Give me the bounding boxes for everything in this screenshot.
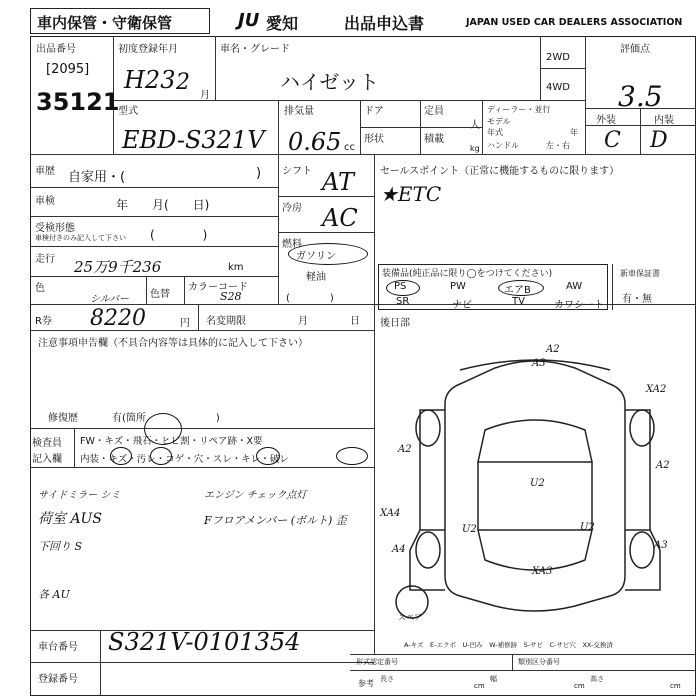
mark-xa2-right: XA2 bbox=[646, 384, 667, 395]
mark-a2-right: A2 bbox=[656, 460, 670, 471]
mark-circle-1 bbox=[144, 413, 182, 445]
wid-label: 幅 bbox=[490, 675, 497, 683]
class-label: 類別区分番号 bbox=[518, 658, 560, 666]
ac-value: AC bbox=[322, 204, 358, 232]
mark-a3-right: A3 bbox=[654, 540, 668, 551]
ref-label: 参考 bbox=[358, 679, 374, 688]
chassis-label: 車台番号 bbox=[38, 642, 78, 653]
color-change-label: 色替 bbox=[150, 289, 170, 300]
car-name: ハイゼット bbox=[280, 70, 379, 94]
remark-right-1: エンジン チェック点灯 bbox=[204, 490, 307, 501]
doc-type-box bbox=[30, 8, 210, 34]
equip-aw: AW bbox=[566, 281, 583, 292]
remark-1: サイドミラー シミ bbox=[38, 490, 121, 501]
disp-value: 0.65 bbox=[288, 128, 342, 156]
equip-ps: PS bbox=[394, 281, 407, 292]
inspector-row-1: FW・キズ・飛石・ヒビ割・リペア跡・X要 bbox=[80, 436, 263, 447]
ju-logo: JU bbox=[238, 10, 260, 31]
fuel-paren: ( ) bbox=[286, 293, 334, 304]
car-name-label: 車名・グレード bbox=[220, 44, 290, 55]
remark-right-2: Fフロアメンバー (ボルト) 歪 bbox=[204, 514, 347, 527]
receipt-note: 車検付きのみ記入して下さい bbox=[35, 234, 126, 242]
lot-number: 35121 bbox=[36, 88, 120, 116]
dealer-l1: ディーラー・並行 bbox=[487, 105, 551, 114]
ac-label: 冷房 bbox=[282, 203, 302, 214]
model-label: 型式 bbox=[118, 106, 138, 117]
receipt-paren: ( ) bbox=[150, 228, 208, 242]
org-english: JAPAN USED CAR DEALERS ASSOCIATION bbox=[466, 17, 683, 28]
disp-label: 排気量 bbox=[284, 106, 314, 117]
dealer-l2: モデル bbox=[487, 117, 511, 126]
load-unit: kg bbox=[470, 144, 480, 153]
cert-label: 形式認定番号 bbox=[356, 658, 398, 666]
inspector-label-1: 検査員 bbox=[32, 438, 62, 449]
equip-airbag: エアB bbox=[504, 285, 531, 296]
color-label: 色 bbox=[35, 283, 45, 294]
r-ken-label: R券 bbox=[35, 316, 52, 327]
equip-navi: ナビ bbox=[452, 300, 472, 311]
equip-ps-circle bbox=[386, 280, 420, 296]
doors-label: ドア bbox=[364, 106, 384, 117]
drive-4wd: 4WD bbox=[546, 82, 570, 93]
mark-circle-5 bbox=[336, 447, 368, 465]
name-change-day: 日 bbox=[350, 316, 360, 327]
sales-point-label: セールスポイント（正常に機能するものに限ります） bbox=[380, 166, 620, 177]
capacity-label: 定員 bbox=[424, 106, 444, 117]
ext-score: C bbox=[604, 128, 621, 153]
int-label: 内装 bbox=[654, 115, 674, 126]
equip-tv: TV bbox=[512, 296, 525, 307]
reg-month-unit: 月 bbox=[200, 90, 210, 101]
lot-sub: [2095] bbox=[46, 62, 90, 77]
score-label: 評価点 bbox=[620, 44, 650, 55]
registration-label: 登録番号 bbox=[38, 674, 78, 685]
r-ken-unit: 円 bbox=[180, 318, 190, 329]
int-score: D bbox=[650, 128, 668, 153]
equip-airbag-circle bbox=[498, 280, 544, 296]
mark-circle-3 bbox=[150, 447, 172, 465]
dealer-l3: 年式 bbox=[487, 128, 503, 137]
history-label: 車歴 bbox=[35, 166, 55, 177]
mark-u2-left: U2 bbox=[462, 524, 477, 535]
equip-sr: SR bbox=[396, 296, 410, 307]
equip-seat: カワシート bbox=[554, 300, 604, 311]
mark-circle-4 bbox=[256, 447, 280, 465]
mileage-value: 25万9千236 bbox=[74, 258, 162, 276]
wid-unit: cm bbox=[574, 682, 585, 690]
remark-2: 荷室 AUS bbox=[38, 511, 102, 527]
mark-a3-top: A3 bbox=[532, 358, 546, 369]
damage-legend: A-キズ E-エクボ U-凹み W-補修跡 S-サビ C-サビ穴 XX-交換済 bbox=[404, 641, 613, 649]
load-label: 積載 bbox=[424, 134, 444, 145]
notes-label: 注意事項申告欄（不具合内容等は具体的に記入して下さい） bbox=[38, 338, 308, 349]
name-change-label: 名変期限 bbox=[206, 316, 246, 327]
equip-pw: PW bbox=[450, 281, 466, 292]
form-title: 出品申込書 bbox=[344, 14, 425, 33]
after-reg-label: 後日部 bbox=[380, 318, 410, 329]
repair-label: 修復歴 bbox=[48, 413, 78, 424]
lot-label: 出品番号 bbox=[36, 44, 76, 55]
mark-u2-right: U2 bbox=[580, 522, 595, 533]
ext-label: 外装 bbox=[596, 115, 616, 126]
doc-type: 車内保管・守衛保管 bbox=[37, 14, 173, 32]
chassis-value: S321V-0101354 bbox=[108, 628, 301, 656]
disp-unit: cc bbox=[344, 142, 355, 153]
shift-label: シフト bbox=[282, 166, 312, 177]
mark-a2-top: A2 bbox=[546, 344, 560, 355]
equipment-label: 装備品(純正品に限り◯をつけてください) bbox=[382, 269, 553, 279]
r-ken-value: 8220 bbox=[90, 306, 146, 331]
dealer-hand: 左・右 bbox=[546, 141, 570, 150]
mileage-unit: km bbox=[228, 262, 244, 273]
remark-3: 下回り S bbox=[38, 540, 83, 553]
shift-value: AT bbox=[322, 168, 355, 196]
new-warranty-label: 新車保証書 bbox=[620, 269, 660, 278]
drive-2wd: 2WD bbox=[546, 52, 570, 63]
mark-xa3-bottom: XA3 bbox=[532, 566, 553, 577]
name-change-month: 月 bbox=[298, 316, 308, 327]
receipt-label: 受検形態 bbox=[35, 223, 75, 234]
fuel-gas: ガソリン bbox=[296, 251, 336, 262]
reg-era-year: H23 bbox=[124, 66, 176, 94]
new-warranty-value: 有・無 bbox=[622, 294, 652, 305]
reg-date-label: 初度登録年月 bbox=[118, 44, 178, 55]
dealer-year-unit: 年 bbox=[570, 128, 578, 137]
dealer-l4: ハンドル bbox=[487, 141, 519, 150]
mark-u2-center: U2 bbox=[530, 478, 545, 489]
inspector-row-2: 内装・キズ・汚レ・コゲ・穴・スレ・キレ・破レ bbox=[80, 454, 289, 465]
len-unit: cm bbox=[474, 682, 485, 690]
hei-label: 高さ bbox=[590, 675, 604, 683]
spare-label: スペア bbox=[398, 613, 422, 622]
len-label: 長さ bbox=[380, 675, 394, 683]
mark-xa4-left: XA4 bbox=[380, 508, 401, 519]
color-code: S28 bbox=[220, 290, 242, 303]
sales-point-value: ★ETC bbox=[380, 182, 442, 206]
shape-label: 形状 bbox=[364, 134, 384, 145]
mark-a4-left: A4 bbox=[392, 544, 406, 555]
remark-4: 各 AU bbox=[38, 588, 70, 601]
hei-unit: cm bbox=[670, 682, 681, 690]
repair-value: 有(箇所 ) bbox=[112, 413, 220, 424]
inspector-label-2: 記入欄 bbox=[32, 454, 62, 465]
mark-a2-left: A2 bbox=[398, 444, 412, 455]
inspection-value: 年 月( 日) bbox=[116, 198, 210, 212]
inspection-label: 車検 bbox=[35, 196, 55, 207]
mileage-label: 走行 bbox=[35, 254, 55, 265]
org-name: 愛知 bbox=[266, 14, 299, 33]
color-code-label: カラーコード bbox=[188, 282, 248, 293]
mark-circle-2 bbox=[110, 447, 132, 465]
model-value: EBD-S321V bbox=[122, 126, 265, 154]
capacity-unit: 人 bbox=[470, 120, 480, 131]
score-value: 3.5 bbox=[618, 80, 663, 113]
reg-month: 2 bbox=[176, 70, 190, 95]
fuel-light: 軽油 bbox=[306, 272, 326, 283]
color-value: シルバー bbox=[90, 294, 130, 305]
fuel-label: 燃料 bbox=[282, 239, 302, 250]
history-value: 自家用・( bbox=[68, 170, 126, 185]
